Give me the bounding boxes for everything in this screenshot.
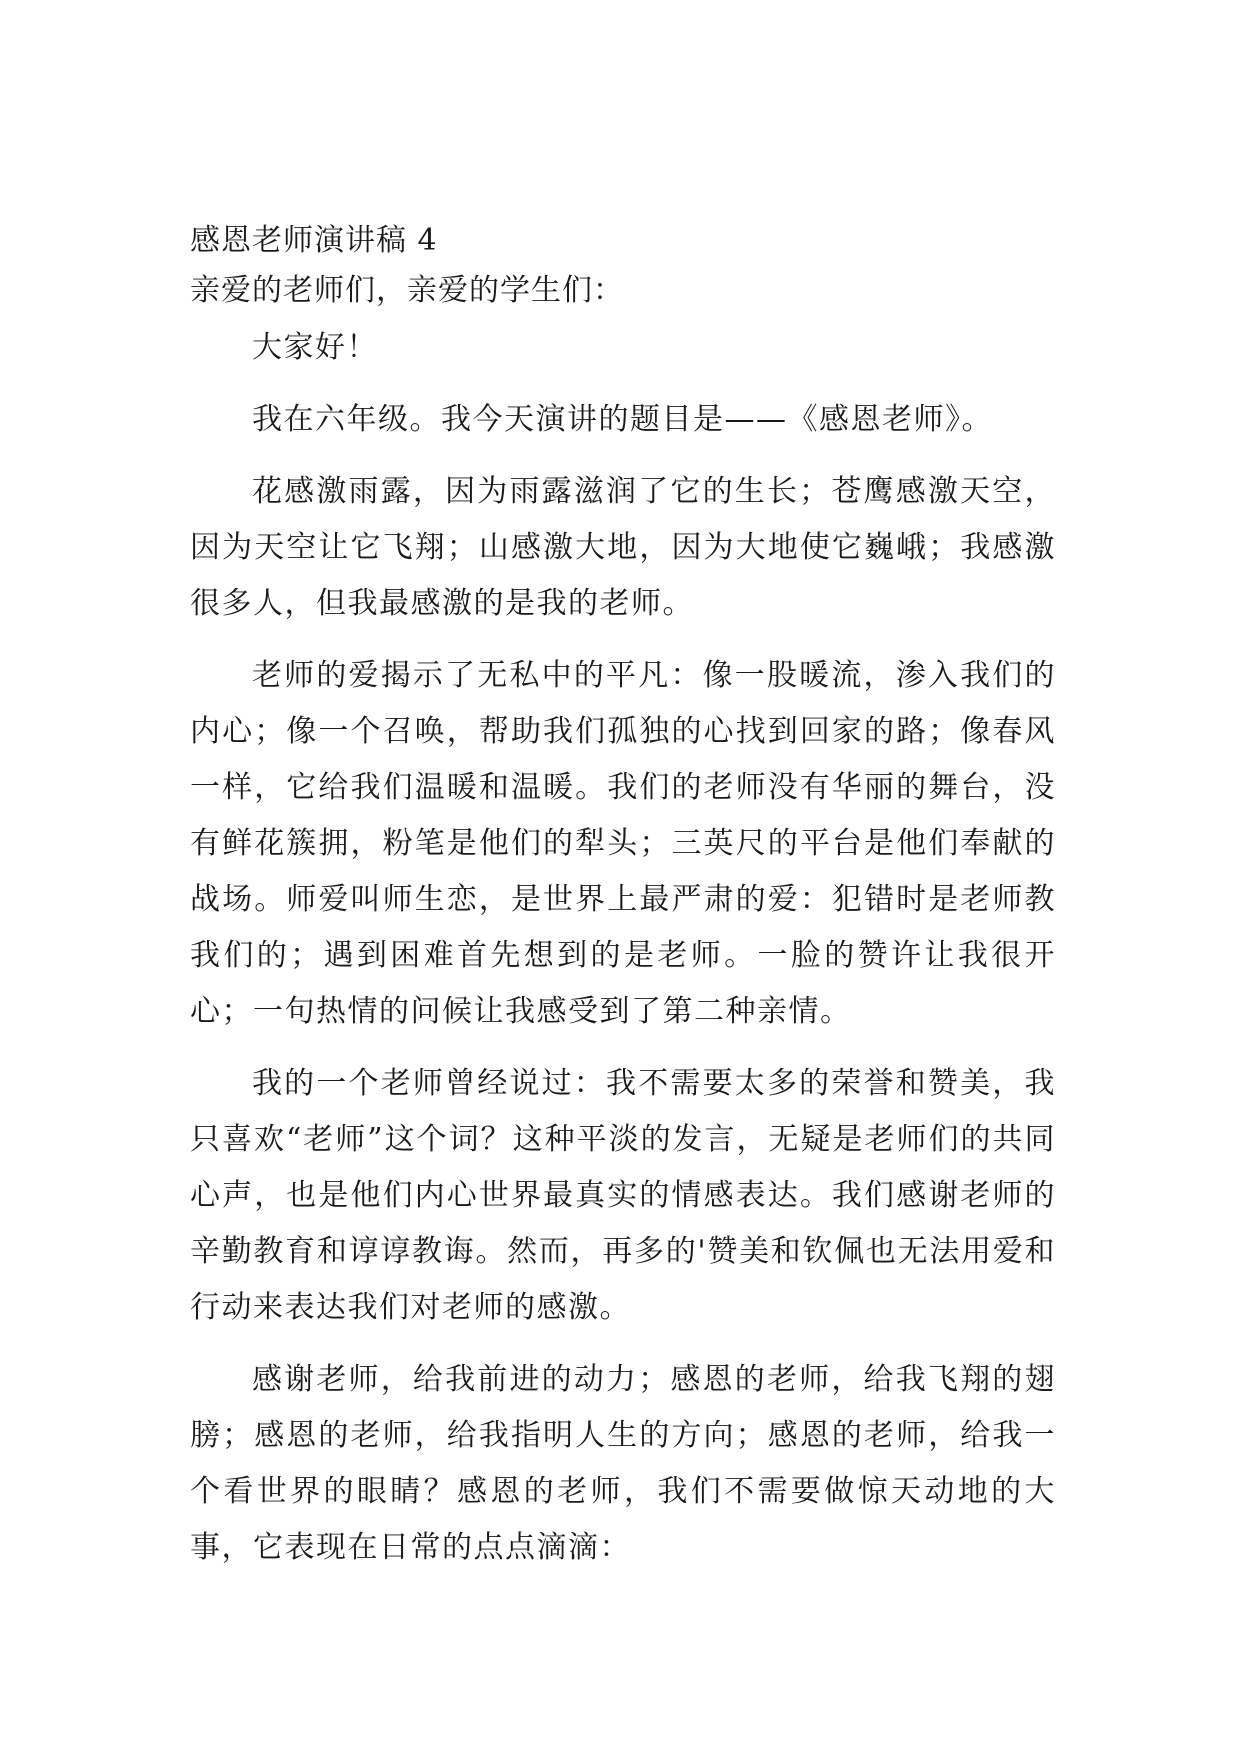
paragraph-thanks: 感谢老师，给我前进的动力；感恩的老师，给我飞翔的翅膀；感恩的老师，给我指明人生的方向；感恩的老师，给我一个看世界的眼睛？感恩的老师，我们不需要做惊天动地的大事，它表现在日常的点点滴滴： — [190, 1362, 1056, 1565]
document-title: 感恩老师演讲稿 4 — [190, 223, 438, 258]
paragraph-teacher-love: 老师的爱揭示了无私中的平凡：像一股暖流，渗入我们的内心；像一个召唤，帮助我们孤独的心找到回家的路；像春风一样，它给我们温暖和温暖。我们的老师没有华丽的舞台，没有鲜花簇拥，粉笔是他们的犁头；三英尺的平台是他们奉献的战场。师爱叫师生恋，是世界上最严肃的爱：犯错时是老师教我们的；遇到困难首先想到的是老师。一脸的赞许让我很开心；一句热情的问候让我感受到了第二种亲情。 — [190, 658, 1056, 1029]
paragraph-teacher-quote: 我的一个老师曾经说过：我不需要太多的荣誉和赞美，我只喜欢“老师”这个词？这种平淡的发言，无疑是老师们的共同心声，也是他们内心世界最真实的情感表达。我们感谢老师的辛勤教育和谆谆教诲。然而，再多的'赞美和钦佩也无法用爱和行动来表达我们对老师的感激。 — [190, 1066, 1056, 1325]
paragraph-greeting: 大家好！ — [252, 330, 378, 365]
salutation: 亲爱的老师们，亲爱的学生们： — [190, 273, 624, 308]
paragraph-gratitude: 花感激雨露，因为雨露滋润了它的生长；苍鹰感激天空，因为天空让它飞翔；山感激大地，因为大地使它巍峨；我感激很多人，但我最感激的是我的老师。 — [190, 474, 1056, 621]
paragraph-intro: 我在六年级。我今天演讲的题目是——《感恩老师》。 — [252, 402, 993, 437]
document-body — [190, 222, 1056, 1576]
